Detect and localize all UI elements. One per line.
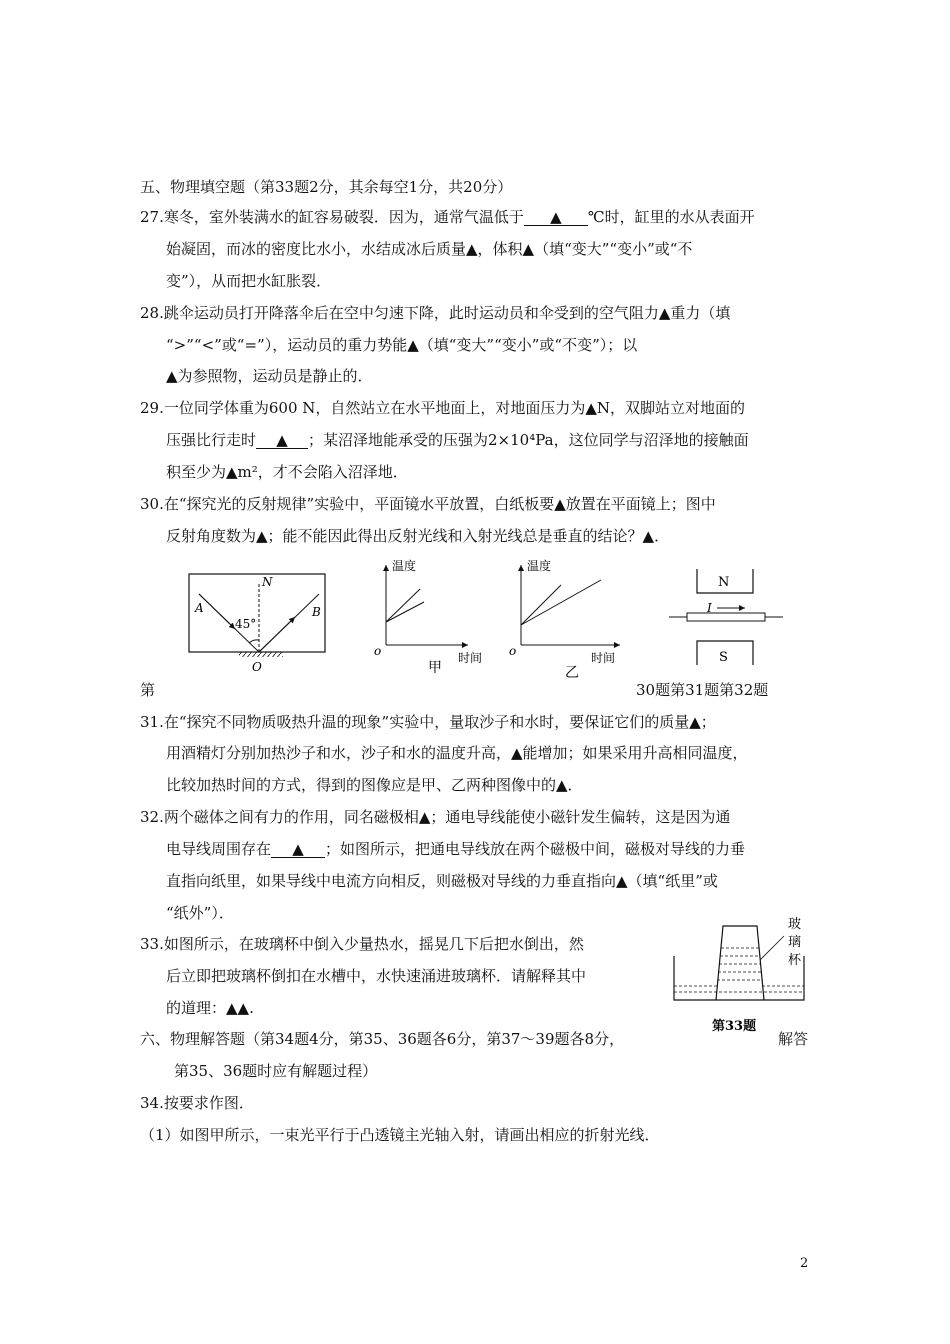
- question-28-line-1: 28.跳伞运动员打开降落伞后在空中匀速下降，此时运动员和伞受到的空气阻力▲重力（填: [140, 304, 731, 322]
- line-shallow: [521, 580, 601, 625]
- q32-text-c: ；如图所示，把通电导线放在两个磁极中间，磁极对导线的力垂: [325, 840, 746, 858]
- x-label: 时间: [591, 651, 616, 665]
- figure-caption-left: 第: [140, 681, 156, 699]
- q29-blank: ▲: [256, 432, 308, 449]
- label-s-pole: S: [719, 650, 728, 665]
- label-pointer: [760, 936, 784, 960]
- section-six-line-1a: 六、物理解答题（第34题4分，第35、36题各6分，第37～39题各8分，: [140, 1030, 625, 1048]
- question-34-line-1: 34.按要求作图．: [140, 1094, 254, 1112]
- q27-text-a: 27.寒冬，室外装满水的缸容易破裂．因为，通常气温低于: [140, 208, 524, 226]
- question-32-line-3: 直指向纸里，如果导线中电流方向相反，则磁极对导线的力垂直指向▲（填“纸里”或: [166, 872, 718, 890]
- label-current: I: [707, 601, 712, 615]
- question-27-line-2: 始凝固，而冰的密度比水小，水结成冰后质量▲，体积▲（填“变大”“变小”或“不: [166, 240, 693, 258]
- question-30-line-2: 反射角度数为▲；能不能因此得出反射光线和入射光线总是垂直的结论？▲．: [166, 527, 670, 545]
- q27-text-c: ℃时，缸里的水从表面开: [587, 208, 755, 226]
- glass-label-1: 玻: [788, 917, 802, 932]
- q29-text-a: 压强比行走时: [166, 431, 257, 449]
- mirror-hatch: [239, 652, 283, 657]
- page-number: 2: [800, 1256, 809, 1271]
- question-31-line-1: 31.在“探究不同物质吸热升温的现象”实验中，量取沙子和水时，要保证它们的质量▲；: [140, 713, 716, 731]
- question-32-line-2: [166, 839, 745, 859]
- x-label: 时间: [458, 651, 483, 665]
- section-five-header: 五、物理填空题（第33题2分，其余每空1分，共20分）: [140, 178, 513, 196]
- inverted-glass: [716, 926, 764, 1000]
- q32-text-a: 电导线周围存在: [166, 840, 272, 858]
- water-trough: [674, 956, 804, 1000]
- question-31-line-3: 比较加热时间的方式，得到的图像应是甲、乙两种图像中的▲．: [166, 776, 583, 794]
- figure-31-graph-jia: [368, 555, 493, 675]
- caption-jia: 甲: [428, 660, 442, 675]
- label-o: O: [252, 660, 262, 674]
- figure-33-glass-diagram: [668, 910, 813, 1038]
- question-33-line-3: 的道理：▲▲.: [166, 999, 254, 1017]
- question-31-line-2: 用酒精灯分别加热沙子和水，沙子和水的温度升高，▲能增加；如果采用升高相同温度，: [166, 744, 748, 762]
- glass-label-2: 璃: [788, 935, 802, 950]
- y-label: 温度: [527, 559, 552, 573]
- caption-yi: 乙: [565, 665, 579, 680]
- label-a: A: [195, 601, 204, 615]
- line-shallow: [386, 602, 424, 622]
- y-label: 温度: [392, 559, 417, 573]
- figure-30-reflection-diagram: [185, 570, 330, 675]
- figure-32-magnet-diagram: [665, 565, 785, 670]
- origin-label: o: [509, 644, 517, 658]
- label-b: B: [312, 605, 321, 619]
- angle-label: 45°: [235, 617, 257, 631]
- section-six-line-1b: 解答: [778, 1030, 809, 1048]
- question-33-line-2: 后立即把玻璃杯倒扣在水槽中，水快速涌进玻璃杯．请解释其中: [166, 967, 587, 985]
- section-six-line-2: 第35、36题时应有解题过程）: [174, 1062, 378, 1080]
- q29-text-c: ；某沼泽地能承受的压强为2×10⁴Pa，这位同学与沼泽地的接触面: [308, 431, 749, 449]
- question-30-line-1: 30.在“探究光的反射规律”实验中，平面镜水平放置，白纸板要▲放置在平面镜上；图中: [140, 495, 716, 513]
- question-29-line-2: [166, 430, 749, 450]
- origin-label: o: [374, 644, 382, 658]
- question-28-line-2: “>”“<”或“=”），运动员的重力势能▲（填“变大”“变小”或“不变”）；以: [166, 336, 638, 354]
- figure-33-caption: 第33题: [712, 1019, 757, 1034]
- label-n-pole: N: [718, 575, 730, 590]
- figure-31-graph-yi: [505, 555, 635, 680]
- q32-blank: ▲: [271, 841, 325, 858]
- question-32-line-1: 32.两个磁体之间有力的作用，同名磁极相▲；通电导线能使小磁针发生偏转，这是因为通: [140, 808, 731, 826]
- glass-label-3: 杯: [788, 953, 802, 968]
- figure-caption-right: 30题第31题第32题: [636, 681, 769, 699]
- question-32-line-4: “纸外”）．: [166, 904, 234, 922]
- question-27-line-3: 变”），从而把水缸胀裂．: [166, 272, 332, 290]
- question-33-line-1: 33.如图所示，在玻璃杯中倒入少量热水，摇晃几下后把水倒出，然: [140, 935, 584, 953]
- q27-blank: ▲: [524, 209, 588, 226]
- question-34-line-2: （1）如图甲所示，一束光平行于凸透镜主光轴入射，请画出相应的折射光线．: [140, 1126, 660, 1144]
- line-steep: [521, 585, 561, 625]
- question-28-line-3: ▲为参照物，运动员是静止的．: [166, 367, 373, 385]
- line-steep: [386, 589, 420, 622]
- question-29-line-3: 积至少为▲m²，才不会陷入沼泽地．: [166, 463, 408, 481]
- wire: [687, 613, 765, 621]
- label-n: N: [262, 575, 273, 589]
- question-27-line-1: [140, 207, 755, 227]
- question-29-line-1: 29.一位同学体重为600 N，自然站立在水平地面上，对地面压力为▲N，双脚站立对地面的: [140, 399, 746, 417]
